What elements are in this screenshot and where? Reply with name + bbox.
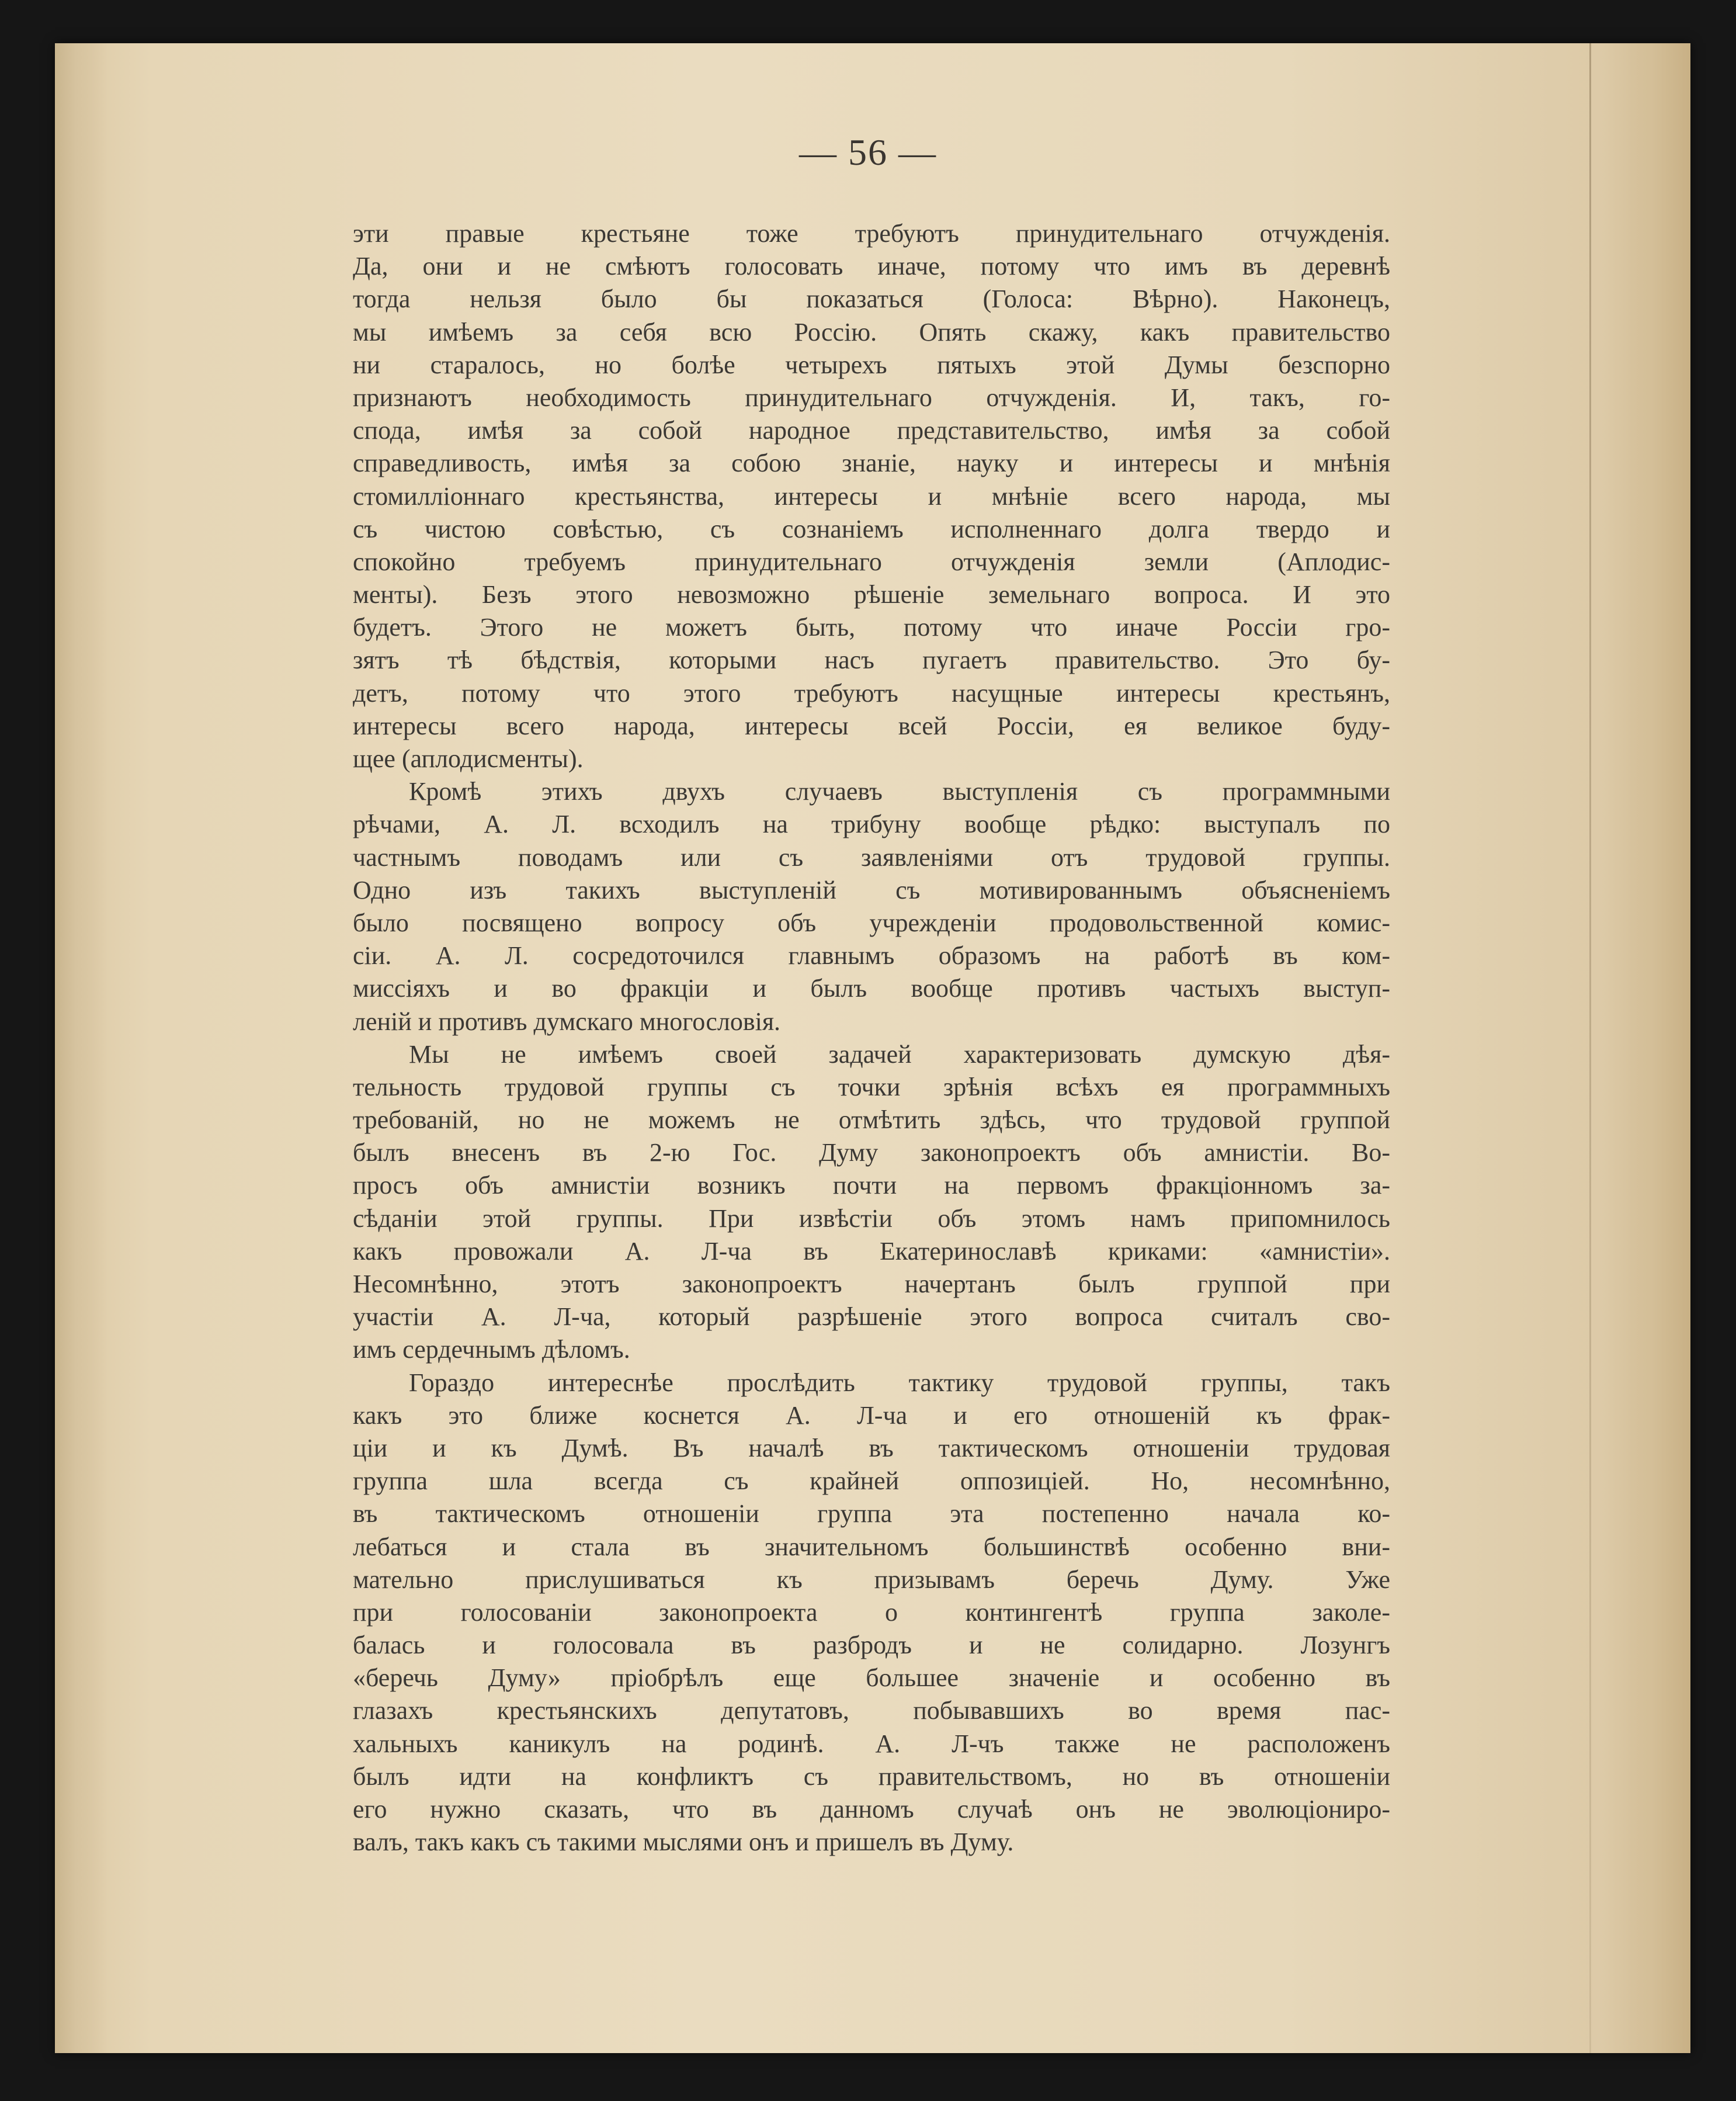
text-line: сіи. А. Л. сосредоточился главнымъ образомъ на работѣ въ ком- [353, 941, 1390, 970]
text-line: щее (аплодисменты). [353, 744, 584, 773]
text-line: балась и голосовала въ разбродъ и не солидарно. Лозунгъ [353, 1631, 1390, 1660]
text-line: справедливость, имѣя за собою знаніе, науку и интересы и мнѣнія [353, 449, 1390, 478]
text-line: тельность трудовой группы съ точки зрѣнія всѣхъ ея программныхъ [353, 1072, 1390, 1101]
text-line: Мы не имѣемъ своей задачей характеризовать думскую дѣя- [409, 1039, 1390, 1069]
text-line: какъ это ближе коснется А. Л-ча и его отношеній къ фрак- [353, 1400, 1390, 1430]
text-line: валъ, такъ какъ съ такими мыслями онъ и пришелъ въ Думу. [353, 1828, 1014, 1857]
text-line: леній и противъ думскаго многословія. [353, 1007, 781, 1036]
text-line: лебаться и стала въ значительномъ большинствѣ особенно вни- [353, 1532, 1390, 1561]
text-line: интересы всего народа, интересы всей Россіи, ея великое буду- [353, 711, 1390, 740]
text-line: былъ идти на конфликтъ съ правительствомъ, но въ отношеніи [353, 1762, 1390, 1791]
text-line: какъ провожали А. Л-ча въ Екатеринославѣ криками: «амнистіи». [353, 1236, 1390, 1266]
text-line: Кромѣ этихъ двухъ случаевъ выступленія съ программными [409, 777, 1390, 806]
text-line: глазахъ крестьянскихъ депутатовъ, побывавшихъ во время пас- [353, 1696, 1390, 1725]
text-line: Одно изъ такихъ выступленій съ мотивированнымъ объясненіемъ [353, 875, 1390, 904]
text-line: стомилліоннаго крестьянства, интересы и мнѣніе всего народа, мы [353, 481, 1390, 511]
body-text [353, 217, 1390, 1859]
text-line: будетъ. Этого не можетъ быть, потому что иначе Россіи гро- [353, 613, 1390, 642]
text-line: участіи А. Л-ча, который разрѣшеніе этого вопроса считалъ сво- [353, 1302, 1390, 1332]
text-line: ни старалось, но болѣе четырехъ пятыхъ этой Думы безспорно [353, 350, 1390, 379]
page-left-edge [55, 43, 107, 2053]
text-line: Да, они и не смѣютъ голосовать иначе, потому что имъ въ деревнѣ [353, 252, 1390, 281]
text-line: эти правые крестьяне тоже требуютъ принудительнаго отчужденія. [353, 219, 1390, 248]
text-line: спода, имѣя за собой народное представительство, имѣя за собой [353, 416, 1390, 445]
text-line: при голосованіи законопроекта о контингентѣ группа заколе- [353, 1597, 1390, 1627]
text-line: Гораздо интереснѣе прослѣдить тактику трудовой группы, такъ [409, 1368, 1390, 1397]
text-line: детъ, потому что этого требуютъ насущные интересы крестьянъ, [353, 678, 1390, 708]
text-line: спокойно требуемъ принудительнаго отчужденія земли (Аплодис- [353, 547, 1390, 576]
text-line: тогда нельзя было бы показаться (Голоса: Вѣрно). Наконецъ, [353, 285, 1390, 314]
text-line: зятъ тѣ бѣдствія, которыми насъ пугаетъ правительство. Это бу- [353, 646, 1390, 675]
page-number: — 56 — [799, 131, 937, 173]
text-line: мы имѣемъ за себя всю Россію. Опять скажу, какъ правительство [353, 317, 1390, 346]
page-fold [1589, 43, 1591, 2053]
text-line: въ тактическомъ отношеніи группа эта постепенно начала ко- [353, 1499, 1390, 1528]
text-line: его нужно сказать, что въ данномъ случаѣ онъ не эволюціониро- [353, 1795, 1390, 1823]
text-line: ціи и къ Думѣ. Въ началѣ въ тактическомъ отношеніи трудовая [353, 1433, 1390, 1462]
text-line: хальныхъ каникулъ на родинѣ. А. Л-чъ также не расположенъ [353, 1729, 1390, 1758]
text-line: рѣчами, А. Л. всходилъ на трибуну вообще рѣдко: выступалъ по [353, 810, 1390, 839]
text-line: былъ внесенъ въ 2-ю Гос. Думу законопроектъ объ амнистіи. Во- [353, 1138, 1390, 1167]
text-line: требованій, но не можемъ не отмѣтить здѣсь, что трудовой группой [353, 1105, 1390, 1135]
text-line: менты). Безъ этого невозможно рѣшеніе земельнаго вопроса. И это [353, 580, 1390, 609]
text-line: было посвящено вопросу объ учрежденіи продовольственной комис- [353, 908, 1390, 937]
text-line: частнымъ поводамъ или съ заявленіями отъ трудовой группы. [353, 843, 1390, 872]
text-line: мательно прислушиваться къ призывамъ беречь Думу. Уже [353, 1565, 1390, 1594]
text-line: съ чистою совѣстью, съ сознаніемъ исполненнаго долга твердо и [353, 514, 1390, 543]
text-line: миссіяхъ и во фракціи и былъ вообще противъ частыхъ выступ- [353, 974, 1390, 1003]
text-line: «беречь Думу» пріобрѣлъ еще большее значеніе и особенно въ [353, 1663, 1390, 1693]
text-line: признаютъ необходимость принудительнаго отчужденія. И, такъ, го- [353, 383, 1390, 412]
page-right-edge [1603, 43, 1690, 2053]
text-line: сѣданіи этой группы. При извѣстіи объ этомъ намъ припомнилось [353, 1204, 1390, 1233]
text-line: Несомнѣнно, этотъ законопроектъ начертанъ былъ группой при [353, 1270, 1390, 1298]
text-line: имъ сердечнымъ дѣломъ. [353, 1335, 630, 1364]
text-line: группа шла всегда съ крайней оппозиціей. Но, несомнѣнно, [353, 1466, 1390, 1496]
text-line: просъ объ амнистіи возникъ почти на первомъ фракціонномъ за- [353, 1171, 1390, 1200]
